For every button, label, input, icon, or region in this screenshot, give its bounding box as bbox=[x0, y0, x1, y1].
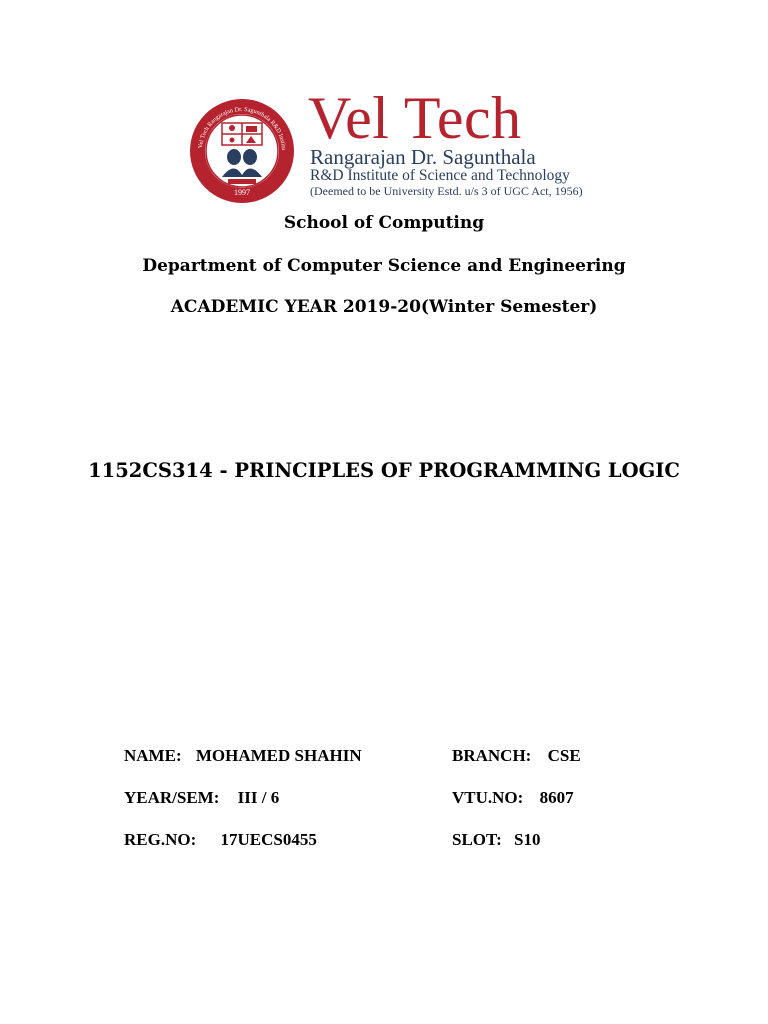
academic-year-heading: ACADEMIC YEAR 2019-20(Winter Semester) bbox=[170, 297, 598, 317]
name-label: NAME: bbox=[124, 746, 182, 765]
school-heading: School of Computing bbox=[283, 213, 485, 233]
brand-deemed-line: (Deemed to be University Estd. u/s 3 of UGC Act, 1956) bbox=[310, 184, 583, 198]
branch-row bbox=[452, 746, 581, 766]
slot-value: S10 bbox=[514, 830, 541, 849]
branch-label: BRANCH: bbox=[452, 746, 532, 765]
institution-logo bbox=[188, 85, 588, 204]
brand-subtitle: Rangarajan Dr. Sagunthala bbox=[310, 145, 536, 169]
vtu-row bbox=[452, 788, 574, 808]
brand-institute-line: R&D Institute of Science and Technology bbox=[310, 167, 570, 184]
university-seal-icon bbox=[188, 97, 296, 205]
student-name-row bbox=[124, 746, 362, 766]
branch-value: CSE bbox=[547, 746, 581, 765]
year-sem-value: III / 6 bbox=[237, 788, 280, 807]
slot-row bbox=[452, 830, 540, 850]
brand-title: Vel Tech bbox=[308, 85, 522, 151]
slot-label: SLOT: bbox=[452, 830, 502, 849]
course-title: 1152CS314 - PRINCIPLES OF PROGRAMMING LOGIC bbox=[88, 459, 680, 482]
year-sem-row bbox=[124, 788, 279, 808]
name-value: MOHAMED SHAHIN bbox=[195, 746, 362, 765]
vtu-value: 8607 bbox=[539, 788, 574, 807]
seal-year: 1997 bbox=[234, 188, 250, 197]
department-heading: Department of Computer Science and Engineering bbox=[142, 256, 626, 276]
reg-row bbox=[124, 830, 317, 850]
reg-label: REG.NO: bbox=[124, 830, 197, 849]
year-sem-label: YEAR/SEM: bbox=[124, 788, 220, 807]
brand-text-block bbox=[308, 85, 593, 204]
vtu-label: VTU.NO: bbox=[452, 788, 524, 807]
seal-ring-text: Vel Tech Rangarajan Dr. Sagunthala R&D Institu bbox=[197, 105, 288, 151]
reg-value: 17UECS0455 bbox=[220, 830, 317, 849]
